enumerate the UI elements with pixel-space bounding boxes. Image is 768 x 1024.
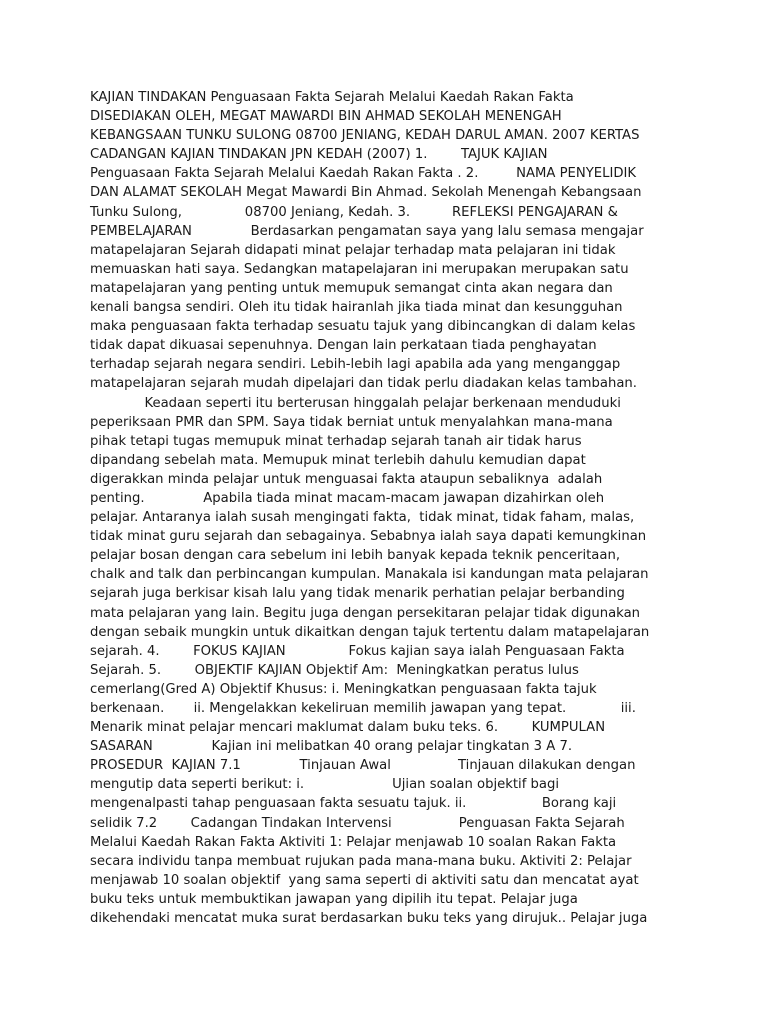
text-line: matapelajaran yang penting untuk memupuk semangat cinta akan negara dan (90, 280, 613, 296)
text-line: terhadap sejarah negara sendiri. Lebih-lebih lagi apabila ada yang menganggap (90, 357, 621, 373)
text-line: PROSEDUR KAJIAN 7.1 Tinjauan Awal Tinjauan dilakukan dengan (90, 758, 636, 774)
text-line: mengenalpasti tahap penguasaan fakta sesuatu tajuk. ii. Borang kaji (90, 796, 617, 812)
text-line: pelajar bosan dengan cara sebelum ini lebih banyak kepada teknik penceritaan, (90, 548, 621, 564)
text-line: Penguasaan Fakta Sejarah Melalui Kaedah Rakan Fakta . 2. NAMA PENYELIDIK (90, 166, 637, 182)
text-line: pelajar. Antaranya ialah susah mengingati fakta, tidak minat, tidak faham, malas, (90, 510, 635, 526)
text-line: penting. Apabila tiada minat macam-macam jawapan dizahirkan oleh (90, 490, 605, 506)
text-line: dipandang sebelah mata. Memupuk minat terlebih dahulu kemudian dapat (90, 452, 586, 468)
text-line: maka penguasaan fakta terhadap sesuatu tajuk yang dibincangkan di dalam kelas (90, 319, 636, 335)
text-line: menjawab 10 soalan objektif yang sama seperti di aktiviti satu dan mencatat ayat (90, 872, 639, 888)
text-line: berkenaan. ii. Mengelakkan kekeliruan memilih jawapan yang tepat. iii. (90, 701, 636, 716)
text-line: memuaskan hati saya. Sedangkan matapelajaran ini merupakan merupakan satu (90, 261, 629, 277)
text-line: Tunku Sulong, 08700 Jeniang, Kedah. 3. REFLEKSI PENGAJARAN & (90, 204, 618, 220)
text-line: SASARAN Kajian ini melibatkan 40 orang pelajar tingkatan 3 A 7. (90, 739, 573, 755)
text-line: matapelajaran sejarah mudah dipelajari dan tidak perlu diadakan kelas tambahan. (90, 376, 637, 392)
text-line: kenali bangsa sendiri. Oleh itu tidak hairanlah jika tiada minat dan kesungguhan (90, 300, 623, 316)
text-line: dikehendaki mencatat muka surat berdasarkan buku teks yang dirujuk.. Pelajar juga (90, 911, 648, 927)
text-line: chalk and talk dan perbincangan kumpulan. Manakala isi kandungan mata pelajaran (90, 567, 649, 583)
text-line: tidak dapat dikuasai sepenuhnya. Dengan lain perkataan tiada penghayatan (90, 338, 597, 354)
text-line: Melalui Kaedah Rakan Fakta Aktiviti 1: Pelajar menjawab 10 soalan Rakan Fakta (90, 834, 617, 850)
text-line: buku teks untuk membuktikan jawapan yang dipilih itu tepat. Pelajar juga (90, 891, 578, 907)
document-body (90, 88, 686, 928)
text-line: matapelajaran Sejarah didapati minat pelajar terhadap mata pelajaran ini tidak (90, 242, 616, 258)
text-line: Menarik minat pelajar mencari maklumat dalam buku teks. 6. KUMPULAN (90, 720, 606, 736)
text-line: pihak tetapi tugas memupuk minat terhadap sejarah tanah air tidak harus (90, 433, 582, 449)
text-line: selidik 7.2 Cadangan Tindakan Intervensi Penguasan Fakta Sejarah (90, 815, 625, 831)
text-line: mengutip data seperti berikut: i. Ujian soalan objektif bagi (90, 777, 560, 793)
text-line: dengan sebaik mungkin untuk dikaitkan dengan tajuk tertentu dalam matapelajaran (90, 624, 650, 640)
text-line: sejarah. 4. FOKUS KAJIAN Fokus kajian saya ialah Penguasaan Fakta (90, 643, 625, 659)
text-line: CADANGAN KAJIAN TINDAKAN JPN KEDAH (2007) 1. TAJUK KAJIAN (90, 147, 548, 163)
text-line: PEMBELAJARAN Berdasarkan pengamatan saya yang lalu semasa mengajar (90, 223, 644, 239)
text-line: mata pelajaran yang lain. Begitu juga dengan persekitaran pelajar tidak digunakan (90, 605, 641, 621)
text-line: DAN ALAMAT SEKOLAH Megat Mawardi Bin Ahmad. Sekolah Menengah Kebangsaan (90, 185, 642, 201)
text-line: tidak minat guru sejarah dan sebagainya. Sebabnya ialah saya dapati kemungkinan (90, 529, 647, 545)
text-line: sejarah juga berkisar kisah lalu yang tidak menarik perhatian pelajar berbanding (90, 586, 625, 602)
text-line: DISEDIAKAN OLEH, MEGAT MAWARDI BIN AHMAD SEKOLAH MENENGAH (90, 109, 562, 125)
text-line: KEBANGSAAN TUNKU SULONG 08700 JENIANG, KEDAH DARUL AMAN. 2007 KERTAS (90, 128, 640, 144)
text-line: Sejarah. 5. OBJEKTIF KAJIAN Objektif Am: Meningkatkan peratus lulus (90, 662, 579, 678)
text-line: KAJIAN TINDAKAN Penguasaan Fakta Sejarah Melalui Kaedah Rakan Fakta (90, 90, 574, 105)
text-line: peperiksaan PMR dan SPM. Saya tidak berniat untuk menyalahkan mana-mana (90, 414, 613, 430)
text-line: Keadaan seperti itu berterusan hinggalah pelajar berkenaan menduduki (90, 395, 621, 411)
text-line: cemerlang(Gred A) Objektif Khusus: i. Meningkatkan penguasaan fakta tajuk (90, 681, 597, 697)
text-line: digerakkan minda pelajar untuk menguasai fakta ataupun sebaliknya adalah (90, 471, 603, 487)
text-line: secara individu tanpa membuat rujukan pada mana-mana buku. Aktiviti 2: Pelajar (90, 853, 632, 869)
